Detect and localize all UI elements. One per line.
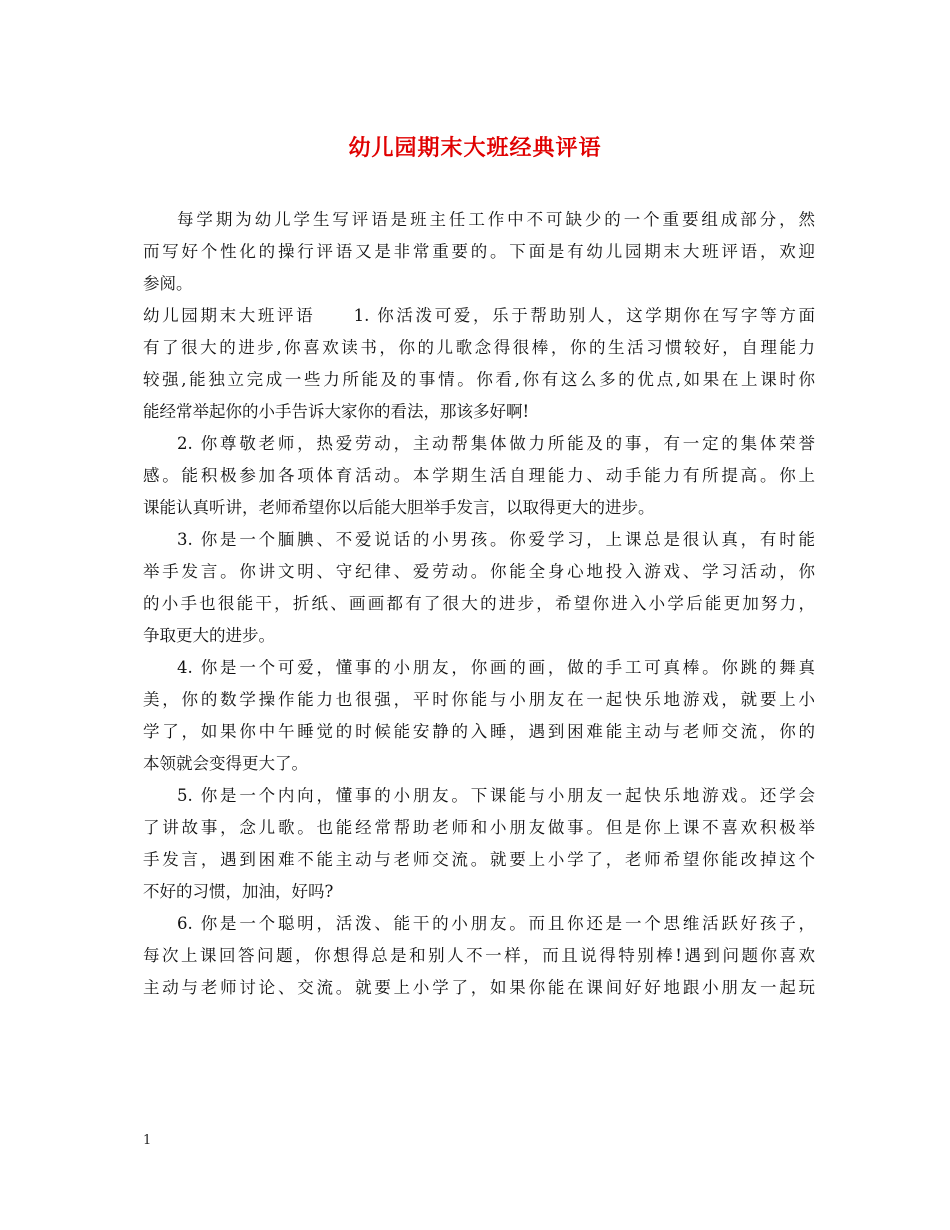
document-body	[143, 204, 815, 1004]
text-line: 而写好个性化的操行评语又是非常重要的。下面是有幼儿园期末大班评语，欢迎	[143, 242, 815, 261]
text-line: 较强,能独立完成一些力所能及的事情。你看,你有这么多的优点,如果在上课时你	[143, 370, 815, 389]
text-line: 能经常举起你的小手告诉大家你的看法，那该多好啊!	[143, 402, 530, 421]
text-line: 有了很大的进步,你喜欢读书，你的儿歌念得很棒，你的生活习惯较好，自理能力	[143, 338, 815, 357]
text-line: 手发言，遇到困难不能主动与老师交流。就要上小学了，老师希望你能改掉这个	[143, 850, 815, 869]
text-line: 幼儿园期末大班评语 1. 你活泼可爱，乐于帮助别人，这学期你在写字等方面	[143, 306, 815, 325]
page-number: 1	[143, 1133, 152, 1148]
text-line: 2. 你尊敬老师，热爱劳动，主动帮集体做力所能及的事，有一定的集体荣誉	[177, 434, 815, 453]
text-line: 了讲故事，念儿歌。也能经常帮助老师和小朋友做事。但是你上课不喜欢积极举	[143, 818, 815, 837]
text-line: 感。能积极参加各项体育活动。本学期生活自理能力、动手能力有所提高。你上	[143, 466, 815, 485]
text-line: 4. 你是一个可爱，懂事的小朋友，你画的画，做的手工可真棒。你跳的舞真	[177, 658, 815, 677]
text-line: 不好的习惯，加油，好吗?	[143, 882, 334, 901]
text-line: 学了，如果你中午睡觉的时候能安静的入睡，遇到困难能主动与老师交流，你的	[143, 722, 815, 741]
text-line: 主动与老师讨论、交流。就要上小学了，如果你能在课间好好地跟小朋友一起玩	[143, 978, 815, 997]
text-line: 每次上课回答问题，你想得总是和别人不一样，而且说得特别棒!遇到问题你喜欢	[143, 946, 815, 965]
text-line: 举手发言。你讲文明、守纪律、爱劳动。你能全身心地投入游戏、学习活动，你	[143, 562, 815, 581]
text-line: 本领就会变得更大了。	[143, 754, 308, 773]
document-title: 幼儿园期末大班经典评语	[348, 135, 602, 161]
text-line: 参阅。	[143, 274, 193, 293]
text-line: 每学期为幼儿学生写评语是班主任工作中不可缺少的一个重要组成部分，然	[177, 210, 815, 229]
text-line: 美，你的数学操作能力也很强，平时你能与小朋友在一起快乐地游戏，就要上小	[143, 690, 815, 709]
text-line: 的小手也很能干，折纸、画画都有了很大的进步，希望你进入小学后能更加努力，	[143, 594, 815, 613]
text-line: 3. 你是一个腼腆、不爱说话的小男孩。你爱学习，上课总是很认真，有时能	[177, 530, 815, 549]
text-line: 5. 你是一个内向，懂事的小朋友。下课能与小朋友一起快乐地游戏。还学会	[177, 786, 815, 805]
text-line: 课能认真听讲，老师希望你以后能大胆举手发言，以取得更大的进步。	[143, 498, 655, 517]
text-line: 争取更大的进步。	[143, 626, 275, 645]
text-line: 6. 你是一个聪明，活泼、能干的小朋友。而且你还是一个思维活跃好孩子，	[177, 914, 815, 933]
